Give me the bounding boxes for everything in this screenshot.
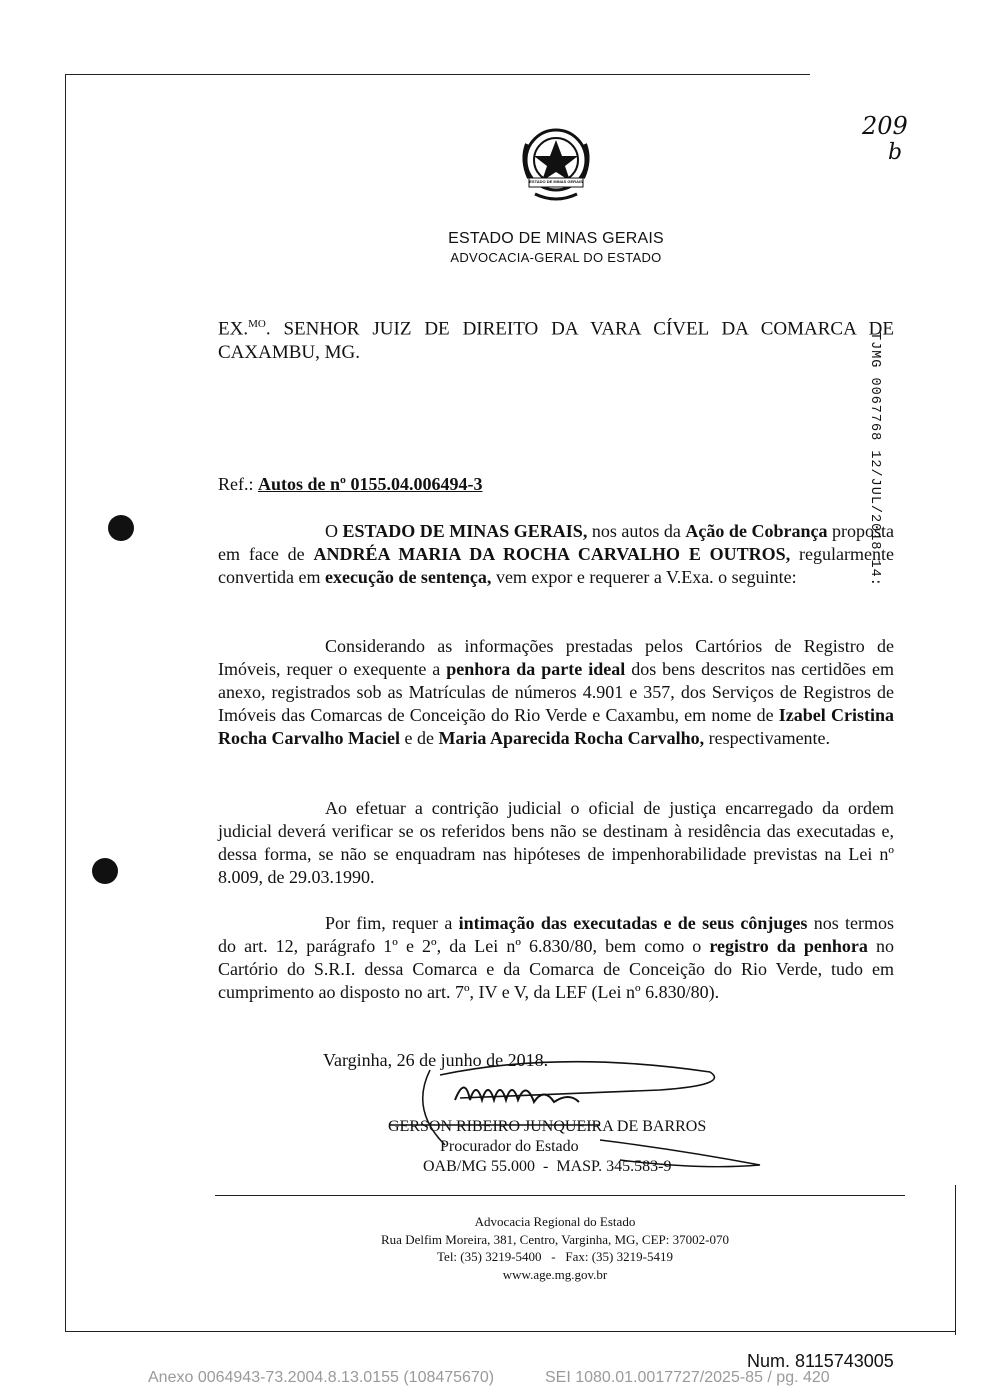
punch-hole-bottom	[92, 858, 118, 884]
protocol-stamp: TJMG 0067768 12/JUL/2018 14:	[867, 332, 882, 587]
reference-number: Autos de nº 0155.04.006494-3	[258, 474, 483, 494]
reference	[218, 473, 482, 496]
paragraph-3: Ao efetuar a contrição judicial o oficial de justiça encarregado da ordem judicial deverá verificar se os referidos bens não se destinam à residência das executadas e, dessa forma, se não se enquadram nas hipóteses de impenhorabilidade previstas na Lei nº 8.009, de 29.03.1990.	[218, 798, 894, 887]
handwritten-page-number: 209	[862, 112, 908, 140]
document-number: Num. 8115743005	[747, 1351, 894, 1371]
header-office: ADVOCACIA-GERAL DO ESTADO	[450, 250, 662, 265]
paragraph-4: Por fim, requer a intimação das executadas e de seus cônjuges nos termos do art. 12, parágrafo 1º e 2º, da Lei nº 6.830/80, bem como o registro da penhora no Cartório do S.R.I. dessa Comarca e da Comarca de Conceição do Rio Verde, tudo em cumprimento ao disposto no art. 7º, IV e V, da LEF (Lei nº 6.830/80).	[218, 913, 895, 1002]
seal-ribbon-text: ESTADO DE MINAS GERAIS	[529, 179, 583, 184]
addressee-line-2: CAXAMBU, MG.	[218, 342, 360, 364]
signer-name: GERSON RIBEIRO JUNQUEIRA DE BARROS	[388, 1118, 707, 1135]
annex-reference: Anexo 0064943-73.2004.8.13.0155 (108475670)	[148, 1369, 495, 1386]
paragraph-1: O ESTADO DE MINAS GERAIS, nos autos da Ação de Cobrança proposta em face de ANDRÉA MARIA DA ROCHA CARVALHO E OUTROS, regularmente convertida em execução de sentença, vem expor e requerer a V.Exa. o seguinte:	[218, 521, 895, 587]
bottom-border	[65, 1331, 955, 1332]
signer-ids: OAB/MG 55.000 - MASP. 345.583-9	[423, 1158, 672, 1175]
footer-phone: Tel: (35) 3219-5400 - Fax: (35) 3219-5419	[437, 1249, 673, 1264]
reference-label: Ref.:	[218, 474, 254, 494]
left-border	[65, 74, 66, 1332]
top-border	[65, 74, 810, 75]
sei-reference: SEI 1080.01.0017727/2025-85 / pg. 420	[545, 1369, 830, 1386]
punch-hole-top	[108, 515, 134, 541]
header-state: ESTADO DE MINAS GERAIS	[448, 230, 664, 247]
addressee-line-1: EX.$^{MO}$. SENHOR JUIZ DE DIREITO DA VARA CÍVEL DA COMARCA DE	[218, 318, 894, 340]
addressee	[218, 312, 894, 365]
signature-date: Varginha, 26 de junho de 2018.	[323, 1050, 549, 1070]
footer-website: www.age.mg.gov.br	[502, 1266, 608, 1282]
footer-org: Advocacia Regional do Estado	[474, 1214, 636, 1229]
footer-address: Rua Delfim Moreira, 381, Centro, Varginha, MG, CEP: 37002-070	[381, 1231, 729, 1247]
footer	[295, 1213, 815, 1283]
signer-title: Procurador do Estado	[440, 1138, 579, 1155]
right-border-fragment	[955, 1185, 956, 1335]
footer-divider	[215, 1195, 905, 1196]
handwritten-mark: b	[888, 140, 903, 165]
paragraph-2: Considerando as informações prestadas pelos Cartórios de Registro de Imóveis, requer o exequente a penhora da parte ideal dos bens descritos nas certidões em anexo, registrados sob as Matrículas de números 4.901 e 357, dos Serviços de Registros de Imóveis das Comarcas de Conceição do Rio Verde e Caxambu, em nome de Izabel Cristina Rocha Carvalho Maciel e de Maria Aparecida Rocha Carvalho, respectivamente.	[218, 636, 895, 748]
coat-of-arms-seal	[517, 124, 595, 204]
